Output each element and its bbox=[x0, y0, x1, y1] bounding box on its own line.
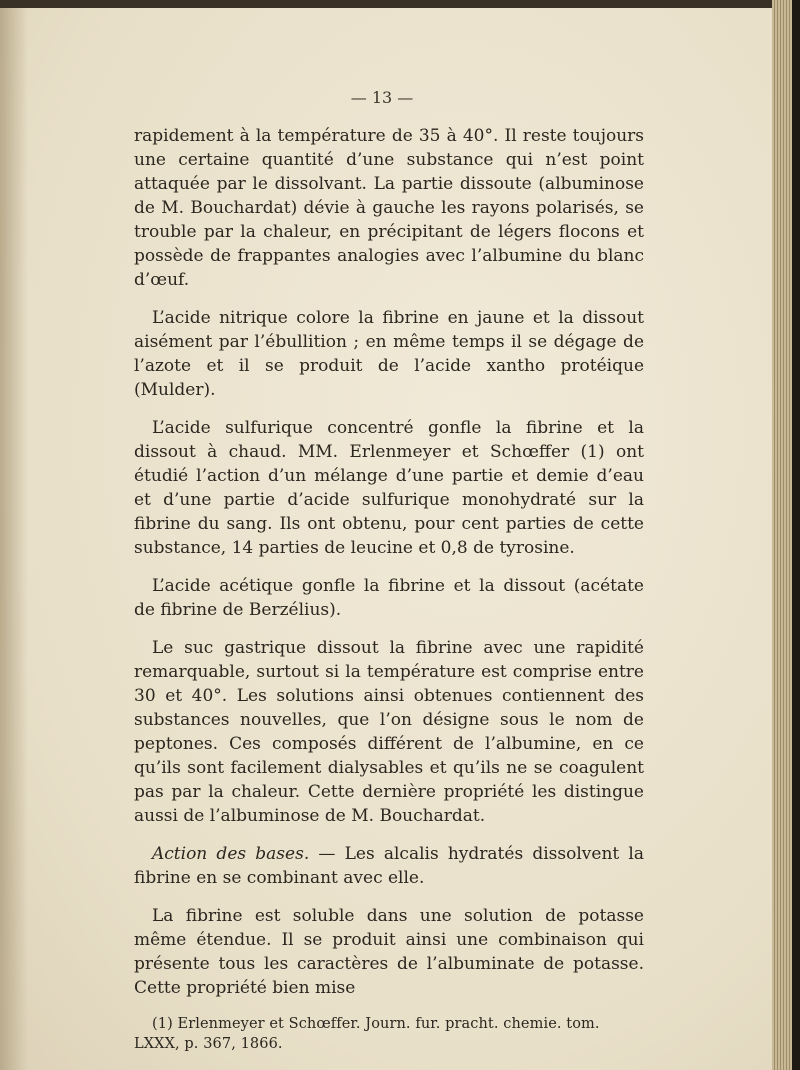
spine-shadow bbox=[0, 0, 28, 1070]
footnote: (1) Erlenmeyer et Schœffer. Journ. fur. pracht. chemie. tom. LXXX, p. 367, 1866. bbox=[134, 1016, 600, 1052]
section-text: — Les alcalis hydratés dissolvent la fibrine en se combinant avec elle. bbox=[134, 844, 644, 888]
page-content bbox=[134, 86, 644, 1054]
paragraph-1: rapidement à la température de 35 à 40°. Il reste toujours une certaine quantité d’une substance qui n’est point attaquée par le dissolvant. La partie dissoute (albuminose de M. Bouchardat) dévie à gauche les rayons polarisés, se trouble par la chaleur, en précipitant de légers flocons et possède de frappantes analogies avec l’albumine du blanc d’œuf. bbox=[134, 126, 644, 290]
paragraph-3: L’acide sulfurique concentré gonfle la fibrine et la dissout à chaud. MM. Erlenmeyer et Schœffer (1) ont étudié l’action d’un mélange d’une partie et demie d’eau et d’une partie d’acide sulfurique monohydraté sur la fibrine du sang. Ils ont obtenu, pour cent parties de cette substance, 14 parties de leucine et 0,8 de tyrosine. bbox=[134, 418, 644, 558]
paragraph-5: Le suc gastrique dissout la fibrine avec une rapidité remarquable, surtout si la température est comprise entre 30 et 40°. Les solutions ainsi obtenues contiennent des substances nouvelles, que l’on désigne sous le nom de peptones. Ces composés différent de l’albumine, en ce qu’ils sont facilement dialysables et qu’ils ne se coagulent pas par la chaleur. Cette dernière propriété les distingue aussi de l’albuminose de M. Bouchardat. bbox=[134, 638, 644, 826]
book-edge bbox=[792, 0, 800, 1070]
section-heading: Action des bases. bbox=[152, 844, 310, 864]
paragraph-last: La fibrine est soluble dans une solution de potasse même étendue. Il se produit ainsi une combinaison qui présente tous les caractères de l’albuminate de potasse. Cette propriété bien mise bbox=[134, 906, 644, 998]
section-paragraph bbox=[134, 842, 644, 890]
paragraph-2: L’acide nitrique colore la fibrine en jaune et la dissout aisément par l’ébullition ; en même temps il se dégage de l’azote et il se produit de l’acide xantho protéique (Mulder). bbox=[134, 308, 644, 400]
paragraph-4: L’acide acétique gonfle la fibrine et la dissout (acétate de fibrine de Berzélius). bbox=[134, 576, 644, 620]
top-edge bbox=[0, 0, 772, 8]
page-number: — 13 — bbox=[350, 88, 414, 107]
